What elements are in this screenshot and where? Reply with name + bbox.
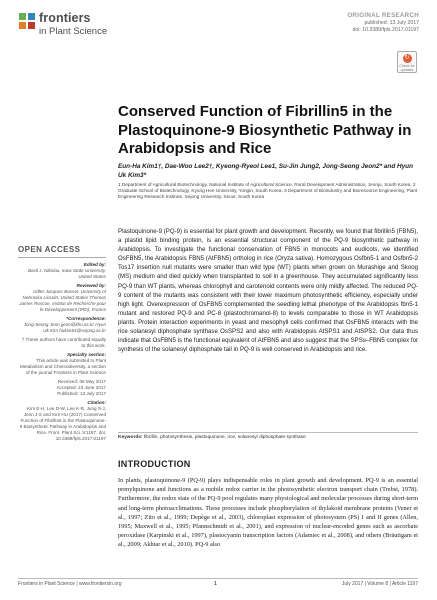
article-sidebar (18, 245, 106, 445)
introduction-heading: INTRODUCTION (118, 459, 191, 469)
logo-journal-name: in Plant Science (39, 26, 108, 37)
affiliations: 1 Department of Agricultural Biotechnology, National Institute of Agricultural Science, Rural Development Administration, Jeonju, South Korea, 2 Graduate School of Biotechnology, Kyung Hee University, Yongin, South Korea, 3 Department of Bioindustry and Bioresource Engineering, Plant Engineering Research Institute, Sejong University, Seoul, South Korea (118, 182, 418, 200)
footer-volume: July 2017 | Volume 8 | Article 1197 (341, 581, 418, 587)
footer-journal[interactable]: Frontiers in Plant Science | www.frontiersin.org (18, 581, 122, 587)
abstract: Plastoquinone-9 (PQ-9) is essential for plant growth and development. Recently, we found that fibrillin5 (FBN5), a plastid lipid binding protein, is an essential structural component of the PQ-9 biosynthetic pathway in Arabidopsis. To investigate the functional conservation of FBN5 in monocots and eudicots, we identified OsFBN5, the Arabidopsis FBN5 (AtFBN5) ortholog in rice (Oryza sativa). Homozygous Osfbn5-1 and Osfbn5-2 Tos17 insertion null mutants were smaller than wild type (WT) plants when grown on Murashige and Skoog (MS) medium and died quickly when transplanted to soil in a greenhouse. They accumulated significantly less PQ-9 than WT plants, whereas chlorophyll and carotenoid contents were only mildly affected. The reduced PQ-9 content of the mutants was consistent with their lower maximum photosynthetic efficiency, especially under high light. Overexpression of OsFBN5 complemented the seedling lethal phenotype of the Arabidopsis fbn5-1 mutant and restored PQ-9 and PC-8 (plastochromanol-8) to levels comparable to those in WT Arabidopsis plants. Protein interaction experiments in yeast and mesophyll cells confirmed that OsFBN5 interacts with the rice solanesyl diphosphate synthase OsSPS2 and also with Arabidopsis AtSPS1 and AtSPS2. Our data thus indicate that OsFBN5 is the functional equivalent of AtFBN5 and also suggest that the SPSs–FBN5 complex for synthesis of the solanesyl diphosphate tail in PQ-9 is well conserved in Arabidopsis and rice. (118, 228, 418, 354)
reviewed-by-text: Gilles Jacques Basset, University of Nebraska Lincoln, United States Thomas James Roscoe, Institut de Recherche pour le Développement (IRD), France (19, 289, 106, 312)
reviewed-by-label: Reviewed by: (76, 283, 106, 288)
divider (118, 432, 418, 433)
edited-by-text: Basil J. Nikolau, Iowa State University, United States (27, 268, 106, 279)
refresh-icon: ↻ (404, 55, 410, 61)
reviewer-info (18, 283, 106, 313)
page-number: 1 (214, 581, 217, 587)
equal-contribution-note: † These authors have contributed equally to this work. (21, 337, 106, 348)
specialty-label: Specialty section: (66, 352, 106, 357)
open-access-label: OPEN ACCESS (18, 245, 81, 254)
correspondence-label: *Correspondence: (66, 316, 106, 321)
keywords-label: Keywords: (118, 435, 143, 440)
check-for-updates-label: Check for updates (399, 64, 415, 72)
article-meta (347, 12, 419, 34)
published-date: published: 13 July 2017 (364, 20, 419, 26)
logo-wordmark: frontiers (39, 11, 91, 25)
keywords (118, 435, 418, 441)
citation-info (18, 400, 106, 442)
specialty-text: This article was submitted to Plant Metabolism and Chemodiversity, a section of the journal Frontiers in Plant Science (20, 358, 106, 375)
published-date-sidebar: Published: 13 July 2017 (57, 391, 106, 396)
divider (18, 578, 418, 579)
frontiers-logo-icon (18, 12, 36, 30)
accepted-date: Accepted: 23 June 2017 (56, 385, 106, 390)
keywords-text: fibrillin, photosynthesis, plastoquinone, rice, solanesyl diphosphate synthase (143, 435, 306, 440)
citation-text: Kim E-H, Lee D-W, Lee K-R, Jung S-J, Jeon J-S and Kim HU (2017) Conserved Function of Fibrillin5 in the Plastoquinone-9 Biosynthetic Pathway in Arabidopsis and Rice. Front. Plant Sci. 8:1197. doi: 10.3389/fpls.2017.01197 (19, 406, 106, 441)
correspondence-info (18, 316, 106, 334)
specialty-section (18, 352, 106, 376)
article-type: ORIGINAL RESEARCH (347, 12, 419, 19)
check-for-updates-button[interactable] (397, 51, 417, 73)
introduction-body: In plants, plastoquinone-9 (PQ-9) plays indispensable roles in plant growth and development. PQ-9 is an essential prenylquinone and functions as a mobile redox carrier in the photosynthetic electron transport chain (Trebst, 1978). Furthermore, the redox state of the PQ-9 pool regulates many physiological and molecular processes during short-term and long-term photoacclimations. These processes include phosphorylation of thylakoid membrane proteins (Vener et al., 1997; Zito et al., 1999; Depège et al., 2003), chloroplast expression of photosystem (PS) I and II genes (Allen, 1995; Maxwell et al., 1995; Pfannschmidt et al., 2001), and expression of nuclear-encoded genes such as ascorbate peroxidase (Karpinski et al., 1997), plastocyanin transcription factors (Adamiec et al., 2008), and others (Bräutigam et al., 2009; Akhtar et al., 2010). PQ-9 also (118, 477, 418, 549)
edited-by-label: Edited by: (83, 262, 106, 267)
divider (18, 257, 106, 258)
journal-logo[interactable] (18, 11, 118, 41)
editor-info (18, 262, 106, 280)
citation-label: Citation: (87, 400, 106, 405)
article-doi[interactable]: doi: 10.3389/fpls.2017.01197 (352, 27, 419, 33)
dates-info (18, 379, 106, 397)
correspondence-text[interactable]: Jong-Seong Jeon jjeon@khu.ac.kr Hyun Uk Kim hukim64@sejong.ac.kr (23, 322, 106, 333)
author-list: Eun-Ha Kim1†, Dae-Woo Lee2†, Kyeong-Ryeol Lee1, Su-Jin Jung2, Jong-Seong Jeon2* and Hyun Uk Kim3* (118, 163, 413, 179)
received-date: Received: 08 May 2017 (57, 379, 106, 384)
article-title: Conserved Function of Fibrillin5 in the Plastoquinone-9 Biosynthetic Pathway in Arabidopsis and Rice (118, 103, 412, 157)
